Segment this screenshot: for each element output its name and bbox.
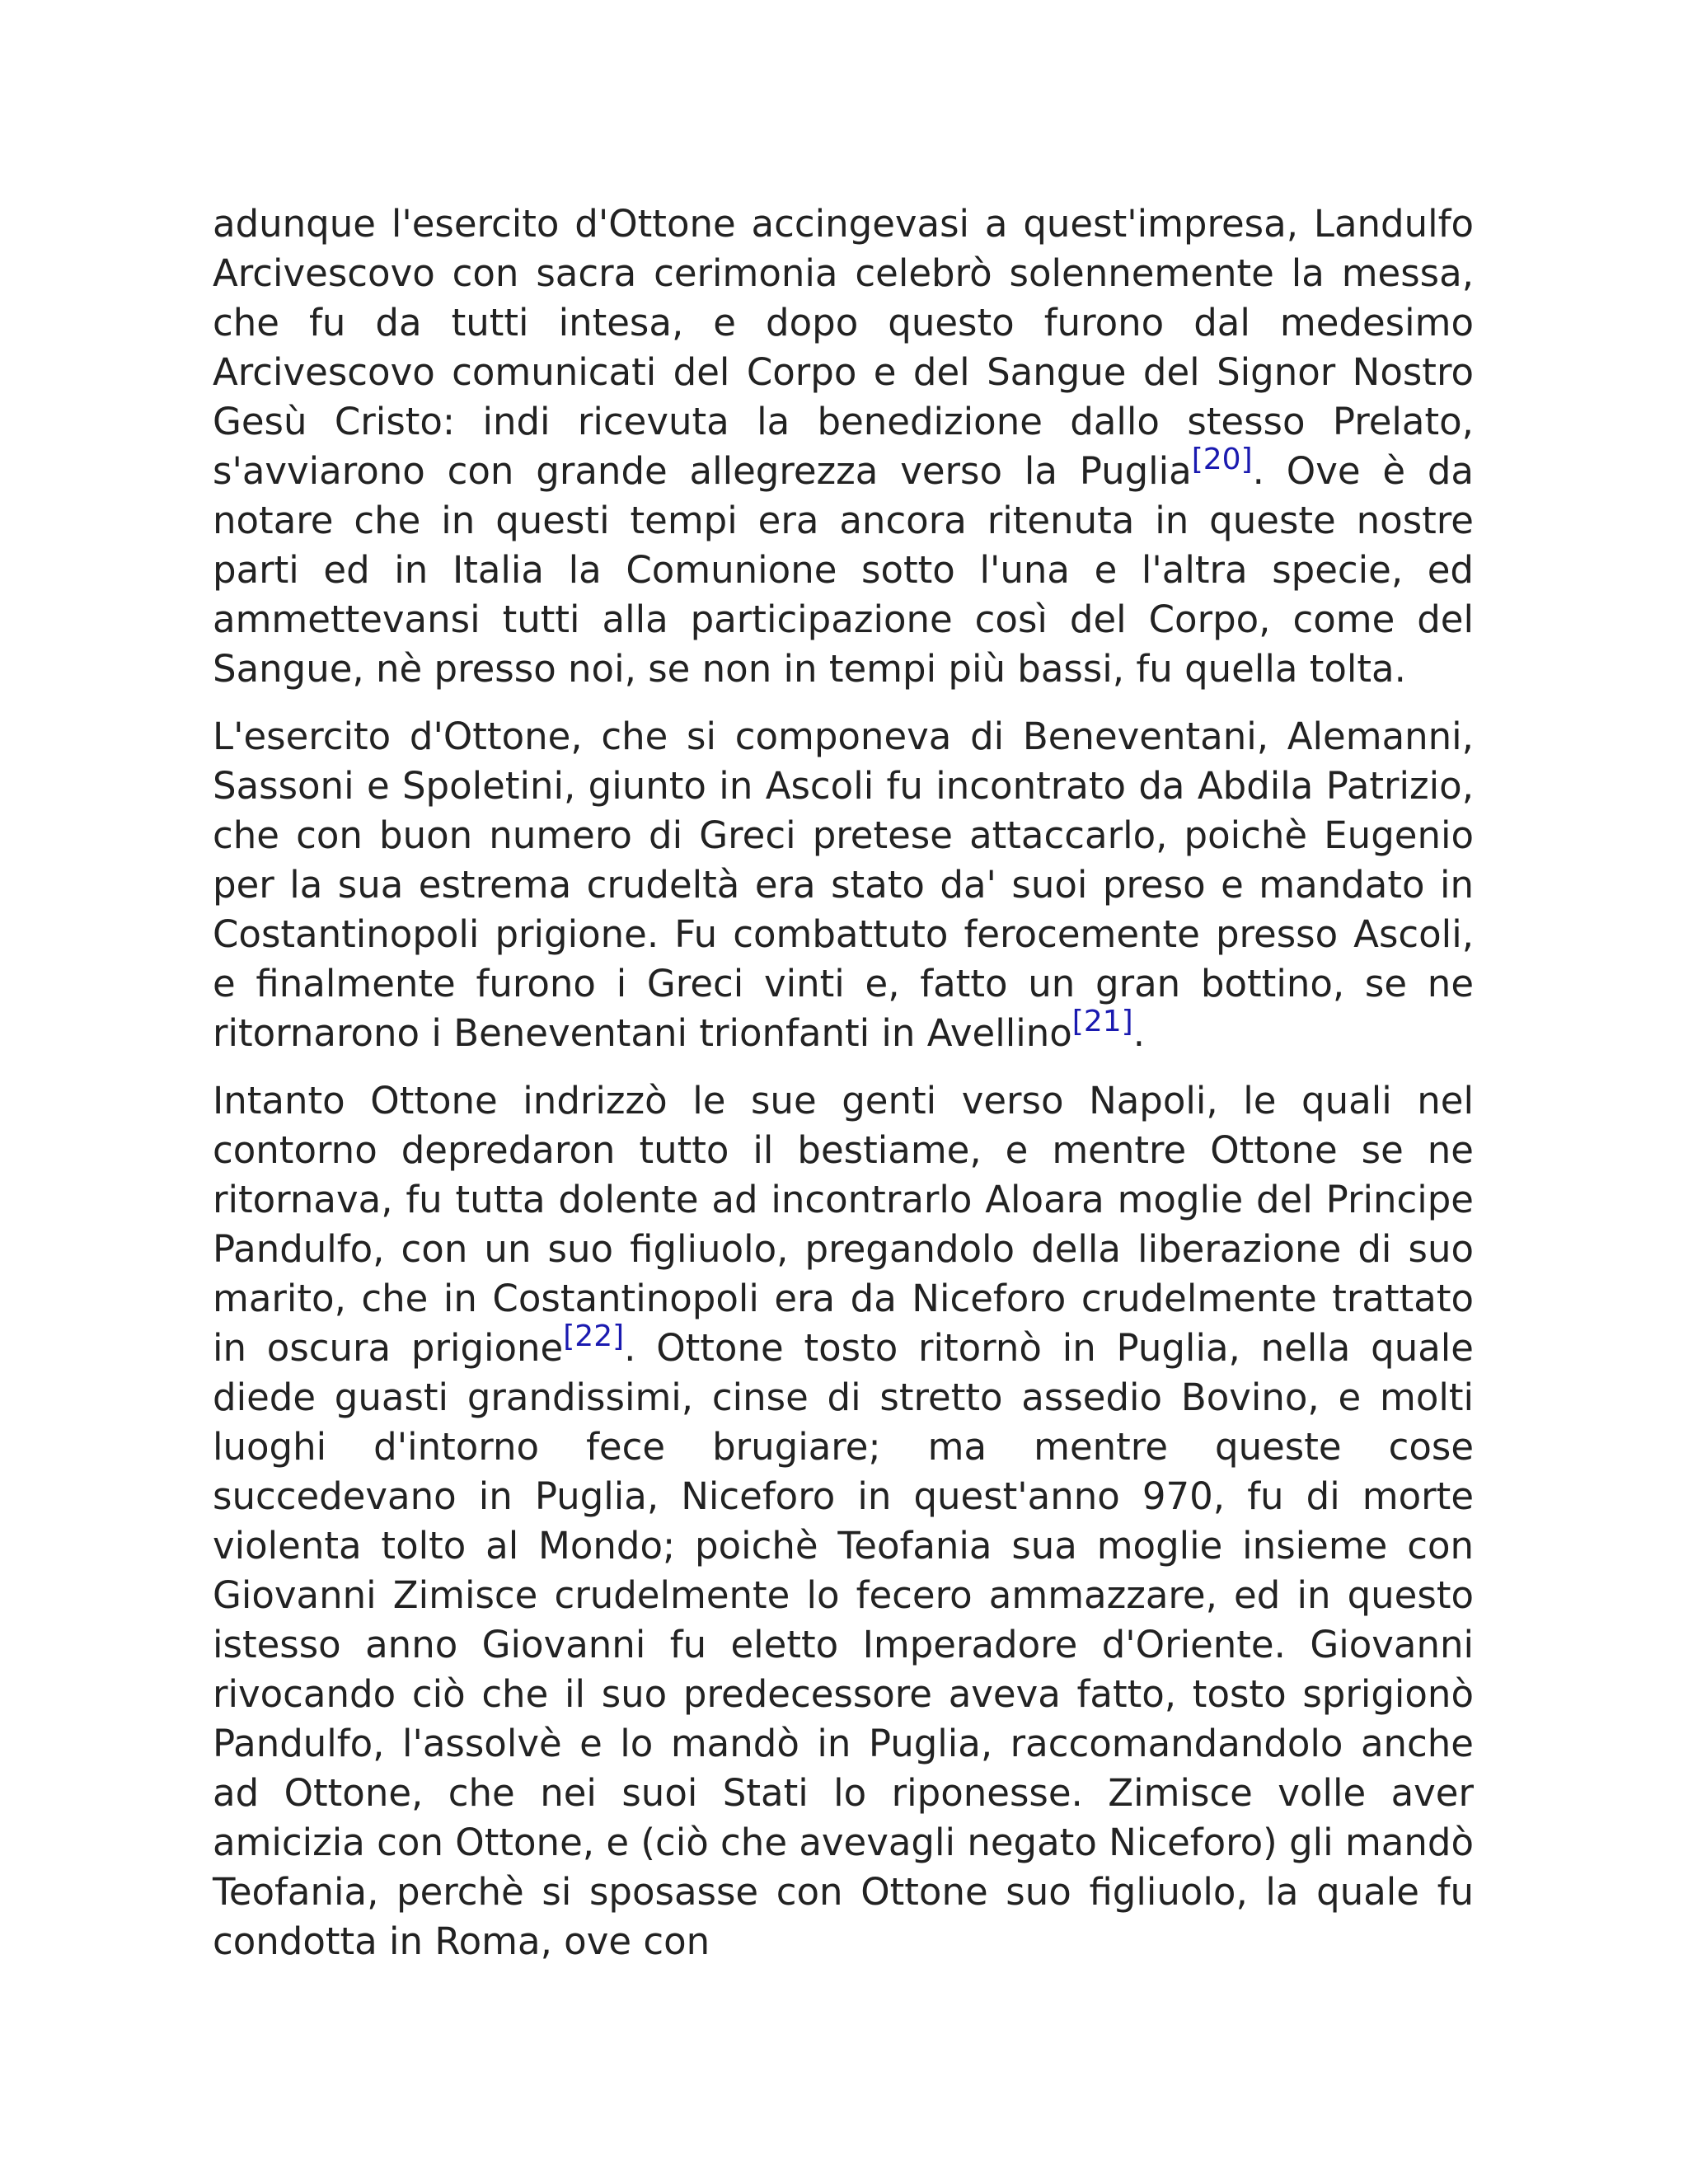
paragraph-text: . Ove è da notare che in questi tempi era ancora ritenuta in queste nostre parti ed in Italia la Comunione sotto l'una e l'altra specie, ed ammettevansi tutti alla participazione così del Corpo, come del Sangue, nè presso noi, se non in tempi più bassi, fu quella tolta. — [213, 449, 1474, 691]
paragraph-text: L'esercito d'Ottone, che si componeva di Beneventani, Alemanni, Sassoni e Spoletini, giunto in Ascoli fu incontrato da Abdila Patrizio, che con buon numero di Greci pretese attaccarlo, poichè Eugenio per la sua estrema crudeltà era stato da' suoi preso e mandato in Costantinopoli prigione. Fu combattuto ferocemente presso Ascoli, e finalmente furono i Greci vinti e, fatto un gran bottino, se ne ritornarono i Beneventani trionfanti in Avellino — [213, 715, 1474, 1055]
paragraph-3 — [213, 1076, 1474, 1966]
footnote-link-22[interactable]: [22] — [563, 1319, 625, 1353]
paragraph-text: . Ottone tosto ritornò in Puglia, nella quale diede guasti grandissimi, cinse di stretto assedio Bovino, e molti luoghi d'intorno fece brugiare; ma mentre queste cose succedevano in Puglia, Niceforo in quest'anno 970, fu di morte violenta tolto al Mondo; poichè Teofania sua moglie insieme con Giovanni Zimisce crudelmente lo fecero ammazzare, ed in questo istesso anno Giovanni fu eletto Imperadore d'Oriente. Giovanni rivocando ciò che il suo predecessore aveva fatto, tosto sprigionò Pandulfo, l'assolvè e lo mandò in Puglia, raccomandandolo anche ad Ottone, che nei suoi Stati lo riponesse. Zimisce volle aver amicizia con Ottone, e (ciò che avevagli negato Niceforo) gli mandò Teofania, perchè si sposasse con Ottone suo figliuolo, la quale fu condotta in Roma, ove con — [213, 1326, 1474, 1963]
paragraph-1 — [213, 199, 1474, 694]
paragraph-text: adunque l'esercito d'Ottone accingevasi a quest'impresa, Landulfo Arcivescovo con sacra cerimonia celebrò solennemente la messa, che fu da tutti intesa, e dopo questo furono dal medesimo Arcivescovo comunicati del Corpo e del Sangue del Signor Nostro Gesù Cristo: indi ricevuta la benedizione dallo stesso Prelato, s'avviarono con grande allegrezza verso la Puglia — [213, 202, 1474, 493]
footnote-link-21[interactable]: [21] — [1071, 1005, 1133, 1038]
text-column — [213, 199, 1474, 1985]
paragraph-text: Intanto Ottone indrizzò le sue genti verso Napoli, le quali nel contorno depredaron tutto il bestiame, e mentre Ottone se ne ritornava, fu tutta dolente ad incontrarlo Aloara moglie del Principe Pandulfo, con un suo figliuolo, pregandolo della liberazione di suo marito, che in Costantinopoli era da Niceforo crudelmente trattato in oscura prigione — [213, 1079, 1474, 1370]
paragraph-text: . — [1132, 1011, 1145, 1055]
paragraph-2 — [213, 712, 1474, 1058]
footnote-link-20[interactable]: [20] — [1191, 443, 1253, 476]
